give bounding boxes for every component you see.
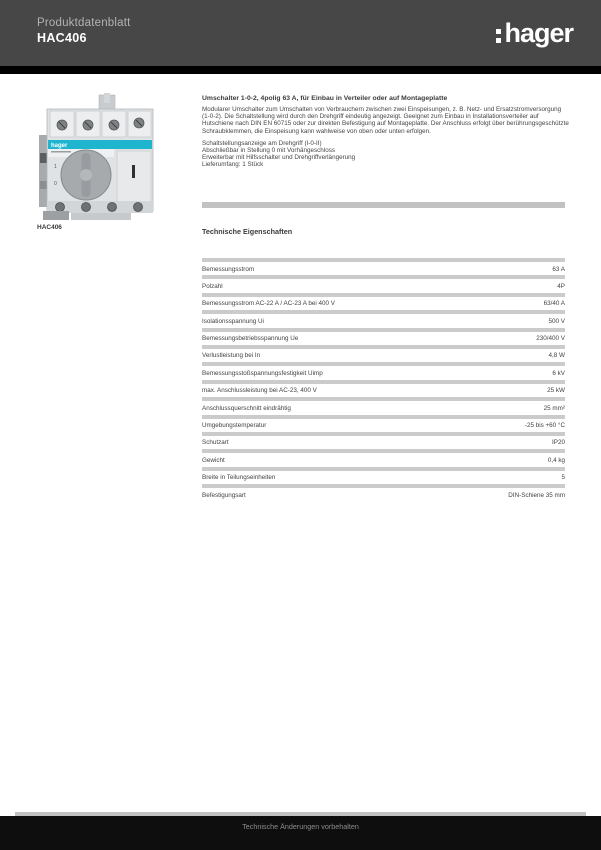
spec-label: Verlustleistung bei In	[202, 352, 261, 360]
spec-label: Anschlussquerschnitt eindrähtig	[202, 404, 291, 412]
note-line: Erweiterbar mit Hilfsschalter und Drehgriffverlängerung	[202, 154, 356, 162]
table-row	[202, 258, 565, 275]
spec-label: max. Anschlussleistung bei AC-23, 400 V	[202, 387, 317, 395]
svg-text:0: 0	[54, 181, 57, 187]
spec-value: 4,8 W	[548, 352, 565, 360]
spec-label: Schutzart	[202, 439, 229, 447]
spec-value: 4P	[557, 282, 565, 290]
header	[0, 0, 601, 66]
product-description: Modularer Umschalter zum Umschalten von Verbrauchern zwischen zwei Einspeisungen, z. B. Netz- und Ersatzstromversorgung (1-0-2). Die Schaltstellung wird durch den Drehgriff eindeutig angezeigt. Geeignet zum Einbau in Installationsverteiler auf Hutschiene nach DIN EN 60715 oder zur direkten Befestigung auf Montageplatte. Der Anschluss erfolgt über berührungsgeschützte Schraubklemmen, die Einspeisung kann wahlweise von oben oder unten erfolgen.	[202, 106, 569, 135]
spec-value: 230/400 V	[536, 335, 565, 343]
section-title: Technische Eigenschaften	[202, 227, 293, 236]
table-row	[202, 415, 565, 432]
table-row	[202, 380, 565, 397]
table-row	[202, 467, 565, 484]
table-row	[202, 310, 565, 327]
spec-label: Bemessungsstrom AC-22 A / AC-23 A bei 400 V	[202, 300, 336, 308]
spec-value: 5	[561, 474, 565, 482]
table-row	[202, 345, 565, 362]
spec-value: 25 kW	[547, 387, 565, 395]
spec-label: Umgebungstemperatur	[202, 422, 267, 430]
table-row	[202, 484, 565, 501]
table-row	[202, 275, 565, 292]
product-title: Umschalter 1-0-2, 4polig 63 A, für Einbau in Verteiler oder auf Montageplatte	[202, 95, 448, 102]
spec-label: Breite in Teilungseinheiten	[202, 474, 276, 482]
spec-value: 0,4 kg	[547, 456, 565, 464]
spec-value: 63/40 A	[543, 300, 565, 308]
table-row	[202, 328, 565, 345]
spec-label: Isolationsspannung Ui	[202, 317, 264, 325]
spec-value: 500 V	[548, 317, 565, 325]
table-row	[202, 362, 565, 379]
spec-value: DIN-Schiene 35 mm	[508, 491, 565, 499]
spec-table	[202, 258, 565, 501]
hager-logo	[496, 20, 573, 47]
spec-label: Befestigungsart	[202, 491, 246, 499]
logo-colon-icon	[496, 29, 501, 43]
header-divider-bar	[0, 66, 601, 74]
svg-text:hager: hager	[51, 143, 68, 149]
spec-label: Bemessungsstrom	[202, 265, 255, 273]
note-line: Lieferumfang: 1 Stück	[202, 161, 264, 169]
spec-value: 63 A	[552, 265, 565, 273]
note-line: Abschließbar in Stellung 0 mit Vorhängeschloss	[202, 147, 336, 155]
table-row	[202, 449, 565, 466]
logo-wordmark: hager	[504, 18, 573, 48]
spec-label: Polzahl	[202, 282, 223, 290]
table-row	[202, 397, 565, 414]
spec-label: Bemessungsbetriebsspannung Ue	[202, 335, 299, 343]
doc-type-label: Produktdatenblatt	[37, 17, 131, 29]
section-divider-bar	[202, 202, 565, 208]
footer-note: Technische Änderungen vorbehalten	[242, 822, 359, 831]
product-photo	[37, 93, 160, 222]
spec-label: Bemessungsstoßspannungsfestigkeit Uimp	[202, 369, 323, 377]
description-block	[202, 95, 570, 169]
spec-value: 6 kV	[552, 369, 565, 377]
spec-label: Gewicht	[202, 456, 225, 464]
spec-value: IP20	[552, 439, 565, 447]
svg-text:1: 1	[54, 164, 57, 170]
table-row	[202, 432, 565, 449]
photo-caption: HAC406	[37, 224, 62, 231]
table-row	[202, 293, 565, 310]
product-photo-image	[37, 93, 160, 222]
spec-value: -25 bis +60 °C	[524, 422, 565, 430]
spec-value: 25 mm²	[543, 404, 565, 412]
product-notes	[202, 140, 570, 169]
note-line: Schaltstellungsanzeige am Drehgriff (I-0-II)	[202, 139, 322, 147]
product-reference: HAC406	[37, 31, 87, 45]
